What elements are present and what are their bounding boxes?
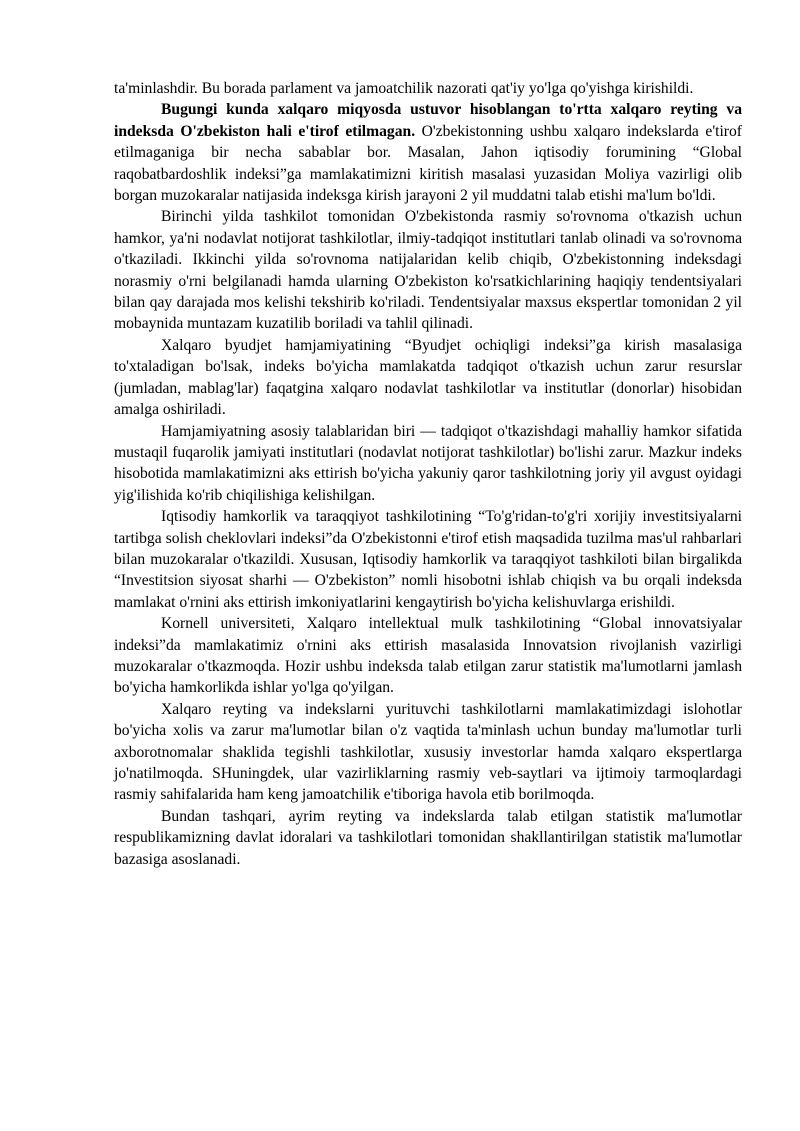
- paragraph-first-year: [114, 206, 742, 334]
- paragraph-statistics-base: [114, 806, 742, 870]
- paragraph-community-requirements: [114, 421, 742, 507]
- paragraph-text: O'zbekistonning ushbu xalqaro indekslarda e'tirof etilmaganiga bir necha sabablar bor. Masalan, Jahon iqtisodiy forumining “Global raqobatbardoshlik indeksi”ga mamlakatimizni kiritish masalasi yuzasidan Moliya vazirligi olib borgan muzokaralar natijasida indeksga kirish jarayoni 2 yil muddatni talab etishi ma'lum bo'ldi.: [114, 122, 742, 205]
- paragraph-continuation: [114, 78, 742, 99]
- paragraph-text: Iqtisodiy hamkorlik va taraqqiyot tashkilotining “To'g'ridan-to'g'ri xorijiy investitsiyalarni tartibga solish cheklovlari indeksi”da O'zbekistonni e'tirof etish maqsadida tuzilma mas'ul rahbarlari bilan muzokaralar o'tkazildi. Xususan, Iqtisodiy hamkorlik va taraqqiyot tashkiloti bilan birgalikda “Investitsion siyosat sharhi — O'zbekiston” nomli hisobotni ishlab chiqish va bu orqali indeksda mamlakat o'rnini aks ettirish imkoniyatlarini kengaytirish bo'yicha kelishuvlarga erishildi.: [114, 508, 742, 611]
- paragraph-information-supply: [114, 699, 742, 806]
- paragraph-text: Birinchi yilda tashkilot tomonidan O'zbekistonda rasmiy so'rovnoma o'tkazish uchun hamkor, ya'ni nodavlat notijorat tashkilotlar, ilmiy-tadqiqot institutlari tanlab olinadi va so'rovnoma o'tkaziladi. Ikkinchi yilda so'rovnoma natijalaridan kelib chiqib, O'zbekistonning indeksdagi norasmiy o'rni belgilanadi hamda ularning O'zbekiston ko'rsatkichlarining haqiqiy tendentsiyalari bilan qay darajada mos kelishi tekshirib ko'riladi. Tendentsiyalar maxsus ekspertlar tomonidan 2 yil mobaynida muntazam kuzatilib boriladi va tahlil qilinadi.: [114, 208, 742, 333]
- paragraph-text: Bundan tashqari, ayrim reyting va indekslarda talab etilgan statistik ma'lumotlar respublikamizning davlat idoralari va tashkilotlari tomonidan shakllantirilgan statistik ma'lumotlar bazasiga asoslanadi.: [114, 807, 742, 868]
- document-page: [114, 78, 742, 870]
- paragraph-innovation-index: [114, 613, 742, 699]
- paragraph-text: Hamjamiyatning asosiy talablaridan biri — tadqiqot o'tkazishdagi mahalliy hamkor sifatida mustaqil fuqarolik jamiyati institutlari (nodavlat notijorat tashkilotlar) bo'lishi zarur. Mazkur indeks hisobotida mamlakatimizni aks ettirish bo'yicha yakuniy qaror tashkilotning joriy yil avgust oyidagi yig'ilishida ko'rib chiqilishiga kelishilgan.: [114, 422, 742, 504]
- paragraph-bold-lead: Bugungi kunda xalqaro miqyosda ustuvor hisoblangan to'rtta xalqaro reyting va indeksda O'zbekiston hali e'tirof etilmagan.: [114, 101, 742, 140]
- paragraph-budget-index: [114, 335, 742, 421]
- paragraph-text: Xalqaro byudjet hamjamiyatining “Byudjet ochiqligi indeksi”ga kirish masalasiga to'xtaladigan bo'lsak, indeks bo'yicha mamlakatda tadqiqot o'tkazish uchun zarur resurslar (jumladan, mablag'lar) faqatgina xalqaro nodavlat tashkilotlar va institutlar (donorlar) hisobidan amalga oshiriladi.: [114, 336, 742, 419]
- paragraph-text: Kornell universiteti, Xalqaro intellektual mulk tashkilotining “Global innovatsiyalar indeksi”da mamlakatimiz o'rnini aks ettirish masalasida Innovatsion rivojlanish vazirligi muzokaralar o'tkazmoqda. Hozir ushbu indeksda talab etilgan zarur statistik ma'lumotlarni jamlash bo'yicha hamkorlikda ishlar yo'lga qo'yilgan.: [114, 615, 742, 697]
- paragraph-text: Xalqaro reyting va indekslarni yurituvchi tashkilotlarni mamlakatimizdagi islohotlar bo'yicha xolis va zarur ma'lumotlar bilan o'z vaqtida ta'minlash uchun bunday ma'lumotlar turli axborotnomalar shaklida tegishli tashkilotlar, xususiy investorlar hamda xalqaro ekspertlarga jo'natilmoqda. SHuningdek, ular vazirliklarning rasmiy veb-saytlari va ijtimoiy tarmoqlardagi rasmiy sahifalarida ham keng jamoatchilik e'tiboriga havola etib borilmoqda.: [114, 700, 742, 804]
- paragraph-oecd-index: [114, 506, 742, 613]
- paragraph-text: ta'minlashdir. Bu borada parlament va jamoatchilik nazorati qat'iy yo'lga qo'yishga kirishildi.: [114, 80, 694, 97]
- paragraph-ratings-intro: [114, 99, 742, 206]
